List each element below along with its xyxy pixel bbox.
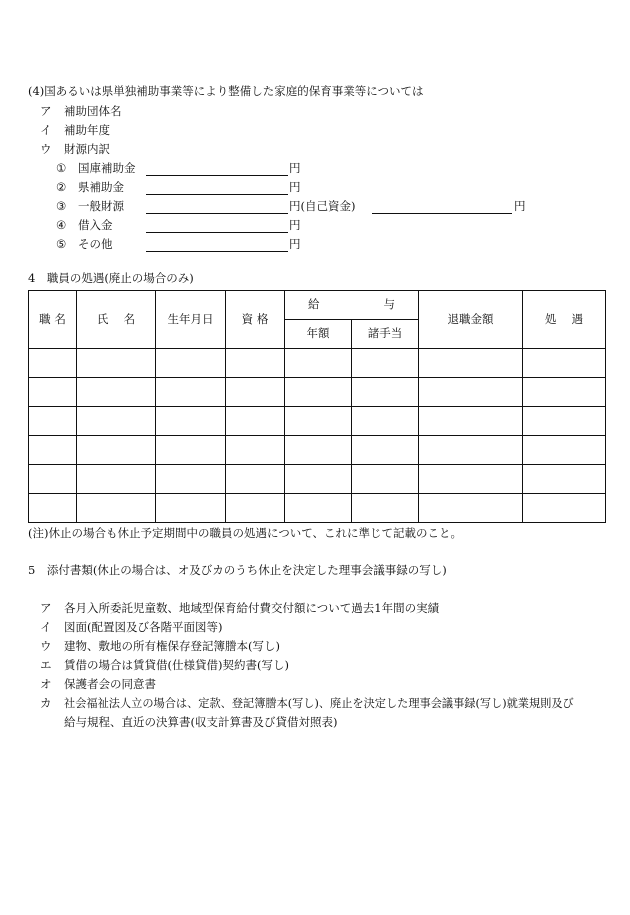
col-shokumei: 職 名 (29, 291, 77, 349)
self-fund-unit: 円 (514, 199, 526, 213)
col-salary-yo: 与 (383, 297, 395, 312)
funding-label: 県補助金 (78, 180, 124, 194)
col-salary-kyu: 給 (308, 297, 320, 312)
funding-amount-line (146, 213, 288, 214)
attach-text: 図面(配置図及び各階平面図等) (64, 620, 223, 634)
col-allowances: 諸手当 (352, 320, 419, 349)
attach-section-title: 5 添付書類(休止の場合は、オ及びカのうち休止を決定した理事会議事録の写し) (28, 563, 447, 577)
table-row (29, 465, 606, 494)
funding-unit: 円 (289, 237, 301, 251)
col-retirement-pay: 退職金額 (419, 291, 523, 349)
staff-note: (注)休止の場合も休止予定期間中の職員の処遇について、これに準じて記載のこと。 (28, 526, 463, 540)
item-a-text: 補助団体名 (64, 104, 122, 118)
attach-text-continued: 給与規程、直近の決算書(収支計算書及び貸借対照表) (64, 715, 338, 729)
attach-marker: イ (40, 620, 52, 634)
attach-marker: カ (40, 696, 52, 710)
funding-unit: 円(自己資金) (289, 199, 356, 213)
item-i-marker: イ (40, 123, 52, 137)
section4-header: (4)国あるいは県単独補助事業等により整備した家庭的保育事業等については (28, 84, 424, 98)
table-row (29, 436, 606, 465)
funding-amount-line (146, 175, 288, 176)
attach-text: 保護者会の同意書 (64, 677, 156, 691)
funding-num: ④ (56, 218, 67, 232)
staff-section-title: 4 職員の処遇(廃止の場合のみ) (28, 271, 194, 285)
funding-label: 国庫補助金 (78, 161, 136, 175)
item-u-text: 財源内訳 (64, 142, 110, 156)
staff-table (28, 290, 606, 523)
attach-text: 社会福祉法人立の場合は、定款、登記簿謄本(写し)、廃止を決定した理事会議事録(写し)就業規則及び (64, 697, 574, 710)
table-row (29, 494, 606, 523)
self-fund-amount-line (372, 213, 512, 214)
item-u-marker: ウ (40, 142, 52, 156)
col-qualification: 資 格 (226, 291, 285, 349)
funding-unit: 円 (289, 161, 301, 175)
funding-amount-line (146, 232, 288, 233)
attach-text: 建物、敷地の所有権保存登記簿謄本(写し) (64, 639, 280, 653)
funding-label: 一般財源 (78, 199, 124, 213)
table-row (29, 407, 606, 436)
funding-num: ① (56, 161, 67, 175)
item-i-text: 補助年度 (64, 123, 110, 137)
funding-amount-line (146, 194, 288, 195)
col-shimei: 氏 名 (77, 291, 156, 349)
col-birthdate: 生年月日 (156, 291, 226, 349)
funding-amount-line (146, 251, 288, 252)
attach-text: 各月入所委託児童数、地域型保育給付費交付額について過去1年間の実績 (64, 601, 440, 615)
attach-marker: ウ (40, 639, 52, 653)
funding-num: ③ (56, 199, 67, 213)
attach-marker: エ (40, 658, 52, 672)
funding-num: ② (56, 180, 67, 194)
funding-label: 借入金 (78, 218, 113, 232)
attach-marker: オ (40, 677, 52, 691)
col-salary-group (285, 291, 419, 320)
funding-num: ⑤ (56, 237, 67, 251)
table-row (29, 349, 606, 378)
item-a-marker: ア (40, 104, 52, 118)
col-treatment: 処 遇 (523, 291, 606, 349)
table-row (29, 378, 606, 407)
attach-text: 賃借の場合は賃貸借(仕様貸借)契約書(写し) (64, 658, 289, 672)
attach-marker: ア (40, 601, 52, 615)
funding-unit: 円 (289, 218, 301, 232)
funding-label: その他 (78, 237, 113, 251)
col-annual: 年額 (285, 320, 352, 349)
funding-unit: 円 (289, 180, 301, 194)
